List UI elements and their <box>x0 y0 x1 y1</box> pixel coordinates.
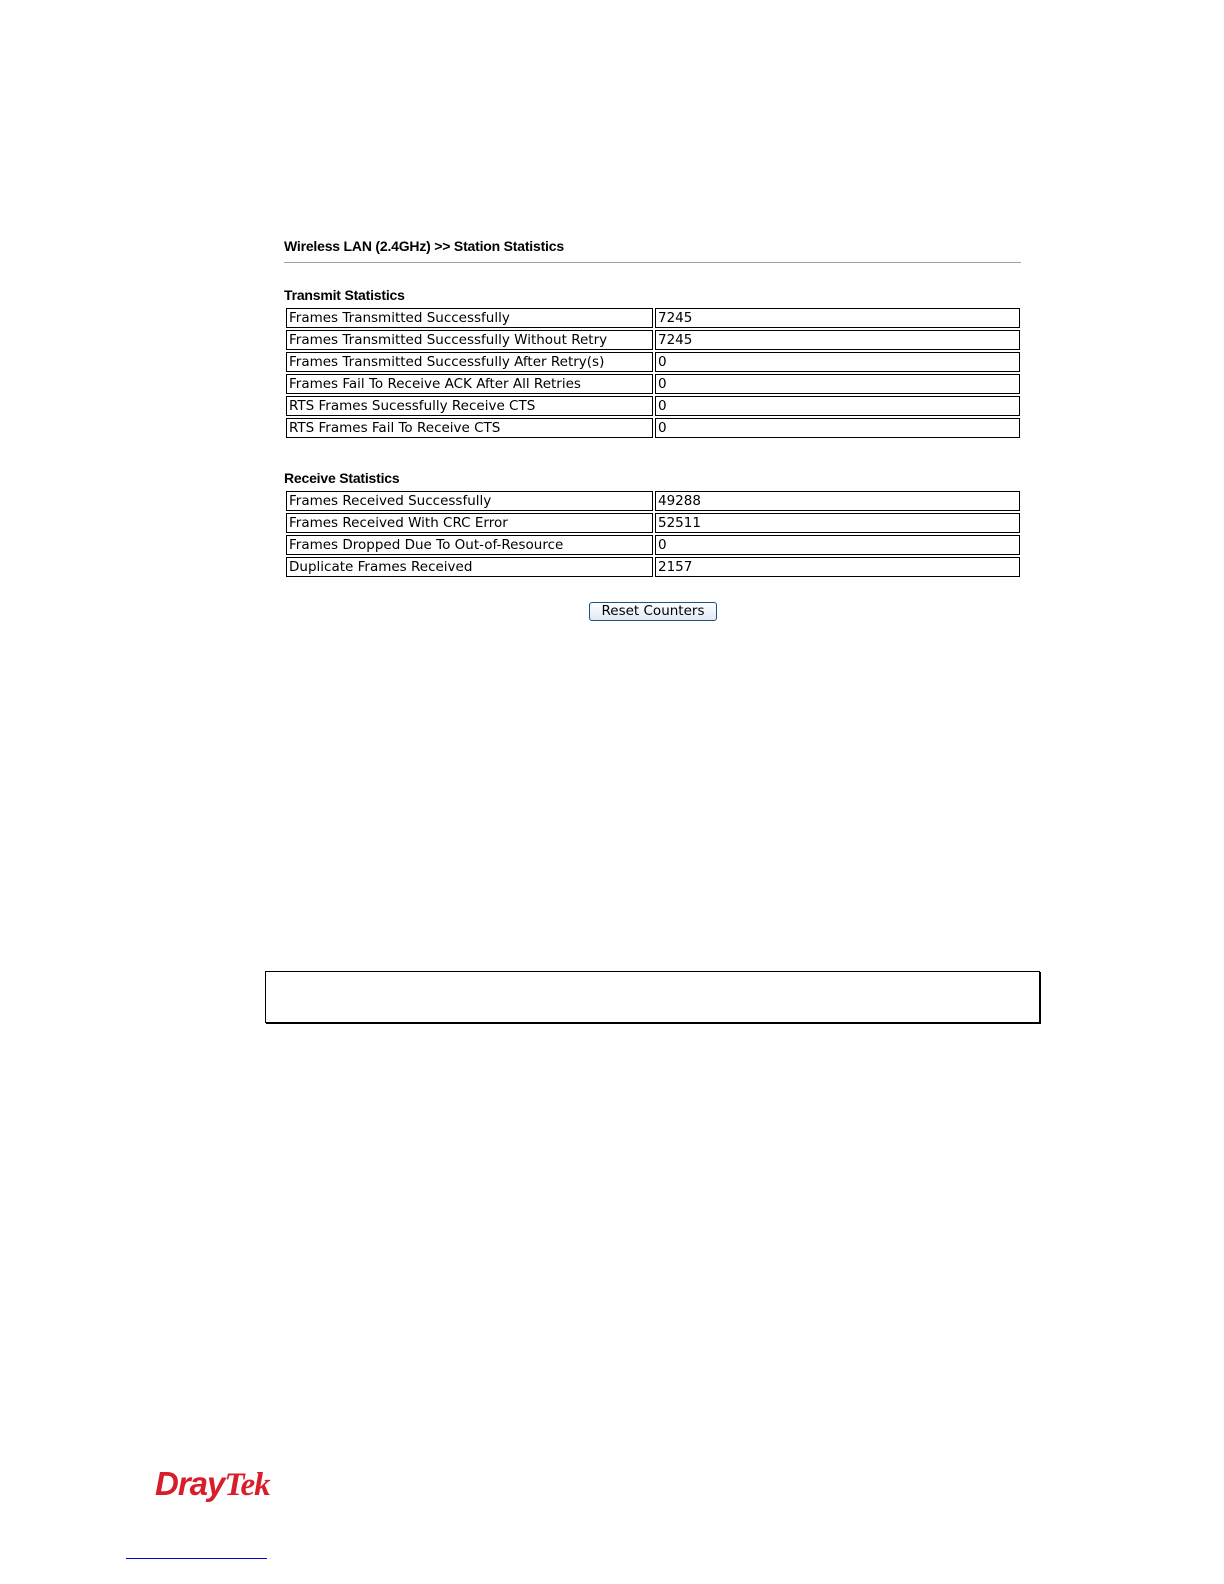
table-row <box>286 374 1020 394</box>
stat-label: RTS Frames Sucessfully Receive CTS <box>286 396 653 416</box>
table-row <box>286 308 1020 328</box>
stat-label: Duplicate Frames Received <box>286 557 653 577</box>
stat-label: Frames Received With CRC Error <box>286 513 653 533</box>
stat-value: 52511 <box>655 513 1020 533</box>
title-divider <box>284 262 1021 263</box>
stat-value: 7245 <box>655 308 1020 328</box>
transmit-statistics-table <box>284 306 1022 440</box>
stat-value: 0 <box>655 418 1020 438</box>
stat-value: 0 <box>655 352 1020 372</box>
footer-divider <box>126 1558 267 1559</box>
logo-text-tek: Tek <box>224 1467 270 1503</box>
transmit-statistics-heading: Transmit Statistics <box>284 287 405 303</box>
receive-statistics-heading: Receive Statistics <box>284 470 400 486</box>
table-row <box>286 396 1020 416</box>
table-row <box>286 535 1020 555</box>
stat-value: 0 <box>655 396 1020 416</box>
note-box <box>265 971 1040 1023</box>
table-row <box>286 491 1020 511</box>
table-row <box>286 330 1020 350</box>
table-row <box>286 352 1020 372</box>
stat-label: Frames Fail To Receive ACK After All Retries <box>286 374 653 394</box>
table-row <box>286 557 1020 577</box>
stat-value: 0 <box>655 535 1020 555</box>
table-row <box>286 513 1020 533</box>
stat-label: RTS Frames Fail To Receive CTS <box>286 418 653 438</box>
page-title: Wireless LAN (2.4GHz) >> Station Statistics <box>284 238 564 254</box>
receive-statistics-table <box>284 489 1022 579</box>
stat-value: 49288 <box>655 491 1020 511</box>
stat-value: 0 <box>655 374 1020 394</box>
logo-text-dray: Dray <box>155 1465 225 1502</box>
stat-value: 2157 <box>655 557 1020 577</box>
stat-label: Frames Transmitted Successfully After Retry(s) <box>286 352 653 372</box>
reset-counters-button[interactable]: Reset Counters <box>589 602 717 621</box>
stat-label: Frames Received Successfully <box>286 491 653 511</box>
stat-label: Frames Dropped Due To Out-of-Resource <box>286 535 653 555</box>
stat-label: Frames Transmitted Successfully Without Retry <box>286 330 653 350</box>
draytek-logo <box>155 1464 270 1505</box>
stat-value: 7245 <box>655 330 1020 350</box>
table-row <box>286 418 1020 438</box>
stat-label: Frames Transmitted Successfully <box>286 308 653 328</box>
